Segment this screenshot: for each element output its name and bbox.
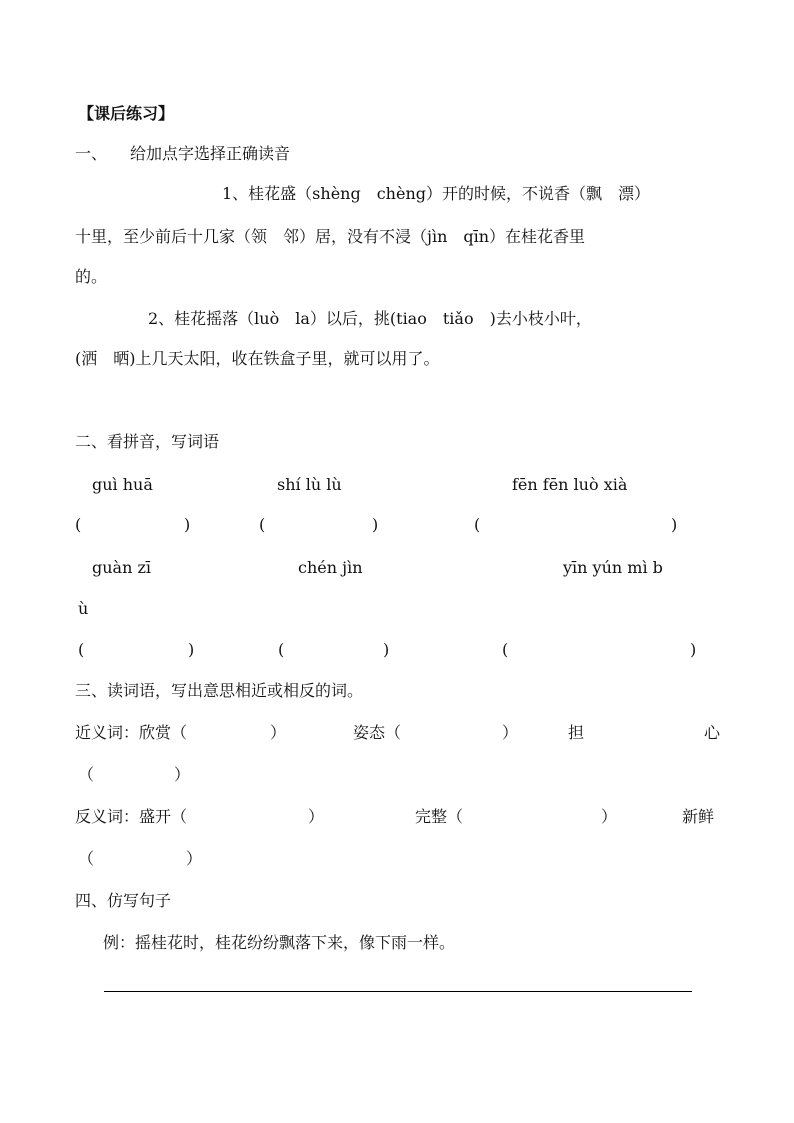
blank-close: ) (383, 640, 390, 659)
blank-close: ) (188, 640, 195, 659)
pinyin-3: fēn fēn luò xià (512, 475, 628, 494)
page-title: 【课后练习】 (78, 104, 175, 123)
pinyin-1: guì huā (92, 475, 153, 494)
answer-line (104, 991, 692, 992)
synonyms-open-3: （ (78, 765, 95, 784)
pinyin-5: chén jìn (298, 558, 363, 577)
blank-close: ) (372, 515, 379, 534)
antonyms-close-2: ） (601, 807, 618, 826)
antonyms-close-1: ） (308, 807, 325, 826)
pinyin-6: yīn yún mì b (563, 558, 663, 577)
section2-heading: 二、看拼音，写词语 (75, 432, 220, 451)
blank-close: ) (184, 515, 191, 534)
section3-heading: 三、读词语，写出意思相近或相反的词。 (75, 681, 364, 700)
blank-open: ( (474, 515, 481, 534)
q1-line1: 1、桂花盛（shèng chèng）开的时候，不说香（飘 漂） (222, 184, 650, 203)
blank-open: ( (502, 640, 509, 659)
blank-close: ) (690, 640, 697, 659)
section1-number: 一、 (75, 144, 108, 163)
pinyin-4: guàn zī (92, 558, 152, 577)
synonyms-close-3: ） (174, 765, 191, 784)
blank-open: ( (75, 515, 82, 534)
synonyms-label: 近义词：欣赏（ (75, 723, 188, 742)
blank-open: ( (259, 515, 266, 534)
q1-line2: 十里，至少前后十几家（领 邻）居，没有不浸（jìn qīn）在桂花香里 (75, 227, 586, 246)
synonyms-close-1: ） (270, 723, 287, 742)
section4-heading: 四、仿写句子 (75, 891, 172, 910)
antonyms-open-3: （ (78, 849, 95, 868)
synonyms-word-2: 姿态（ (353, 723, 402, 742)
blank-open: ( (278, 640, 285, 659)
pinyin-2: shí lù lù (277, 475, 342, 494)
q2-line2: (洒 晒)上几天太阳，收在铁盒子里，就可以用了。 (75, 349, 440, 368)
antonyms-close-3: ） (186, 849, 203, 868)
blank-open: ( (78, 640, 85, 659)
q1-line3: 的。 (75, 267, 108, 286)
blank-close: ) (671, 515, 678, 534)
q2-line1: 2、桂花摇落（luò la）以后，挑(tiao tiǎo )去小枝小叶， (148, 309, 592, 328)
example-sentence: 例：摇桂花时，桂花纷纷飘落下来，像下雨一样。 (103, 933, 456, 952)
synonyms-close-2: ） (502, 723, 519, 742)
synonyms-word-3a: 担 (568, 723, 585, 742)
section1-heading: 给加点字选择正确读音 (130, 144, 291, 163)
antonyms-word-2: 完整（ (415, 807, 464, 826)
antonyms-label: 反义词：盛开（ (75, 807, 188, 826)
pinyin-6-wrap: ù (78, 599, 89, 618)
synonyms-word-3b: 心 (704, 723, 721, 742)
antonyms-word-3: 新鲜 (682, 807, 715, 826)
